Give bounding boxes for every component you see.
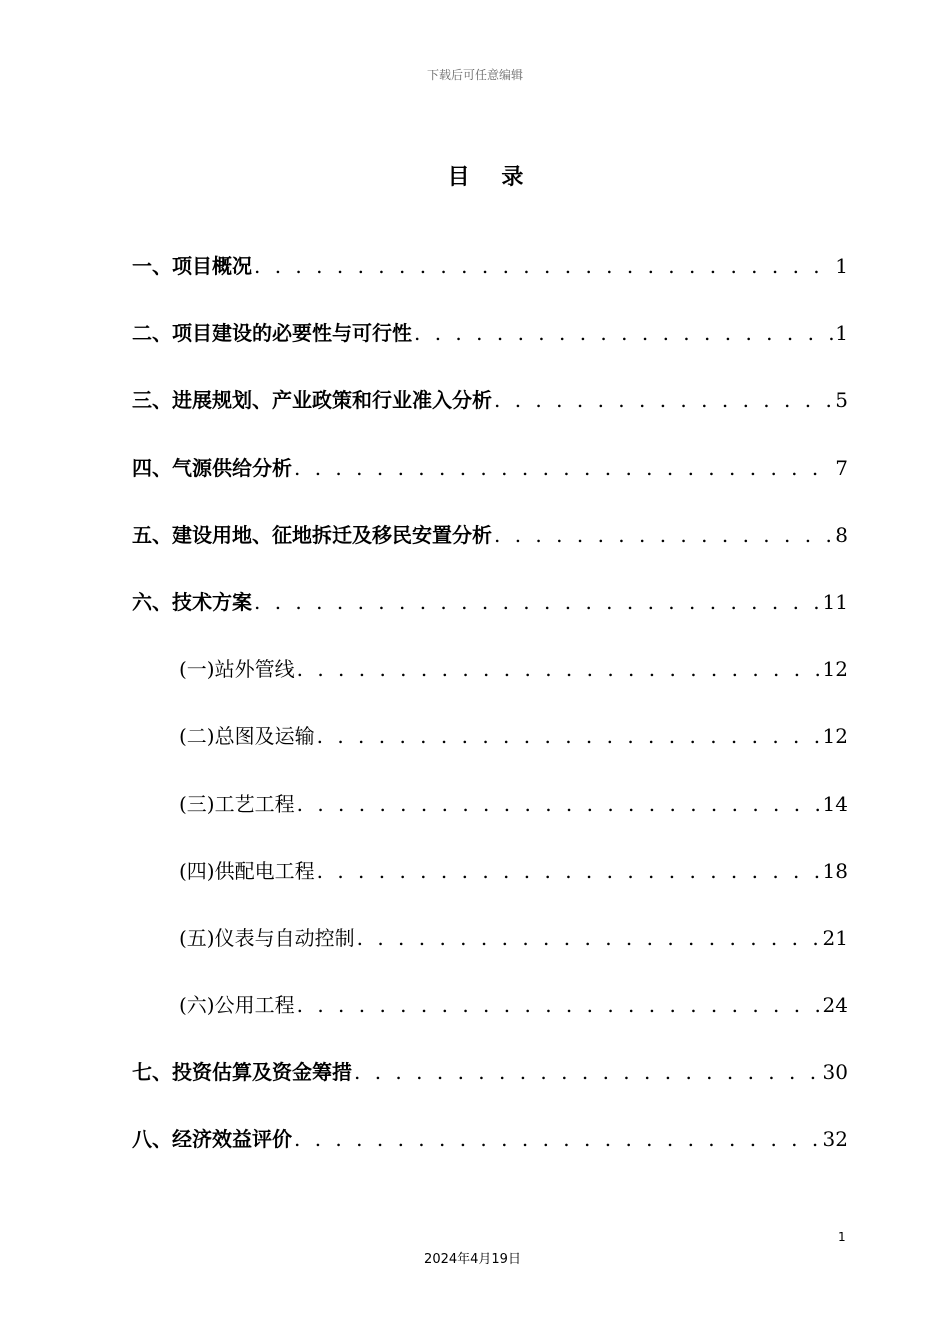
toc-entry-5[interactable] bbox=[132, 586, 848, 653]
toc-leader-dots bbox=[254, 254, 833, 278]
toc-entry-page: 14 bbox=[822, 791, 848, 816]
toc-entry-10[interactable] bbox=[132, 922, 848, 989]
toc-entry-page: 1 bbox=[835, 254, 848, 278]
toc-entry-page: 12 bbox=[822, 724, 848, 749]
toc-leader-dots bbox=[297, 657, 821, 681]
toc-entry-11[interactable] bbox=[132, 989, 848, 1056]
toc-entry-page: 7 bbox=[835, 455, 848, 480]
toc-entry-page: 5 bbox=[835, 388, 848, 413]
page-number: 1 bbox=[838, 1230, 846, 1244]
toc-entry-label: (二)总图及运输 bbox=[179, 724, 315, 749]
toc-entry-12[interactable] bbox=[132, 1056, 848, 1123]
footer-date: 2024年4月19日 bbox=[424, 1252, 521, 1267]
toc-leader-dots bbox=[317, 859, 821, 883]
toc-entry-label: 一、项目概况 bbox=[132, 254, 252, 278]
toc-leader-dots bbox=[294, 1127, 821, 1151]
toc-entry-label: (五)仪表与自动控制 bbox=[179, 925, 355, 950]
toc-entry-page: 12 bbox=[822, 657, 848, 682]
toc-entry-page: 32 bbox=[822, 1127, 848, 1152]
toc-entry-label: (一)站外管线 bbox=[179, 657, 295, 682]
toc-leader-dots bbox=[294, 456, 833, 480]
toc-leader-dots bbox=[494, 523, 833, 547]
toc-leader-dots bbox=[297, 993, 821, 1017]
toc-entry-page: 18 bbox=[822, 858, 848, 883]
toc-entry-page: 21 bbox=[822, 925, 848, 950]
toc-entry-3[interactable] bbox=[132, 452, 848, 519]
toc-entry-6[interactable] bbox=[132, 653, 848, 720]
toc-entry-label: (六)公用工程 bbox=[179, 993, 295, 1018]
toc-entry-page: 1 bbox=[835, 321, 848, 346]
toc-entry-0[interactable] bbox=[132, 250, 848, 317]
toc-entry-label: 二、项目建设的必要性与可行性 bbox=[132, 321, 412, 346]
toc-leader-dots bbox=[354, 1060, 821, 1084]
toc-entry-label: 八、经济效益评价 bbox=[132, 1127, 292, 1152]
header-note: 下载后可任意编辑 bbox=[426, 68, 523, 82]
toc-leader-dots bbox=[494, 388, 833, 412]
toc-entry-13[interactable] bbox=[132, 1123, 848, 1190]
toc-entry-label: 四、气源供给分析 bbox=[132, 455, 292, 480]
toc-entry-8[interactable] bbox=[132, 788, 848, 855]
toc-entry-2[interactable] bbox=[132, 384, 848, 451]
toc-entry-page: 8 bbox=[835, 522, 848, 547]
toc-entry-page: 24 bbox=[822, 993, 848, 1018]
toc-leader-dots bbox=[357, 926, 821, 950]
toc-entry-label: (三)工艺工程 bbox=[179, 791, 295, 816]
toc-entry-label: 五、建设用地、征地拆迁及移民安置分析 bbox=[132, 522, 492, 547]
toc-leader-dots bbox=[254, 590, 821, 614]
toc-title: 目 录 bbox=[447, 164, 536, 190]
toc-entry-4[interactable] bbox=[132, 519, 848, 586]
toc-entry-label: 七、投资估算及资金筹措 bbox=[132, 1060, 352, 1085]
toc-entry-label: 六、技术方案 bbox=[132, 589, 252, 614]
toc-leader-dots bbox=[317, 724, 821, 748]
toc-entry-label: (四)供配电工程 bbox=[179, 858, 315, 883]
toc-leader-dots bbox=[414, 321, 833, 345]
toc-entry-7[interactable] bbox=[132, 720, 848, 787]
toc-entry-1[interactable] bbox=[132, 317, 848, 384]
toc-entry-9[interactable] bbox=[132, 855, 848, 922]
toc-leader-dots bbox=[297, 792, 821, 816]
toc-entry-page: 30 bbox=[822, 1060, 848, 1085]
toc-entry-label: 三、进展规划、产业政策和行业准入分析 bbox=[132, 388, 492, 413]
toc-entry-page: 11 bbox=[822, 589, 848, 614]
table-of-contents bbox=[132, 250, 848, 1191]
